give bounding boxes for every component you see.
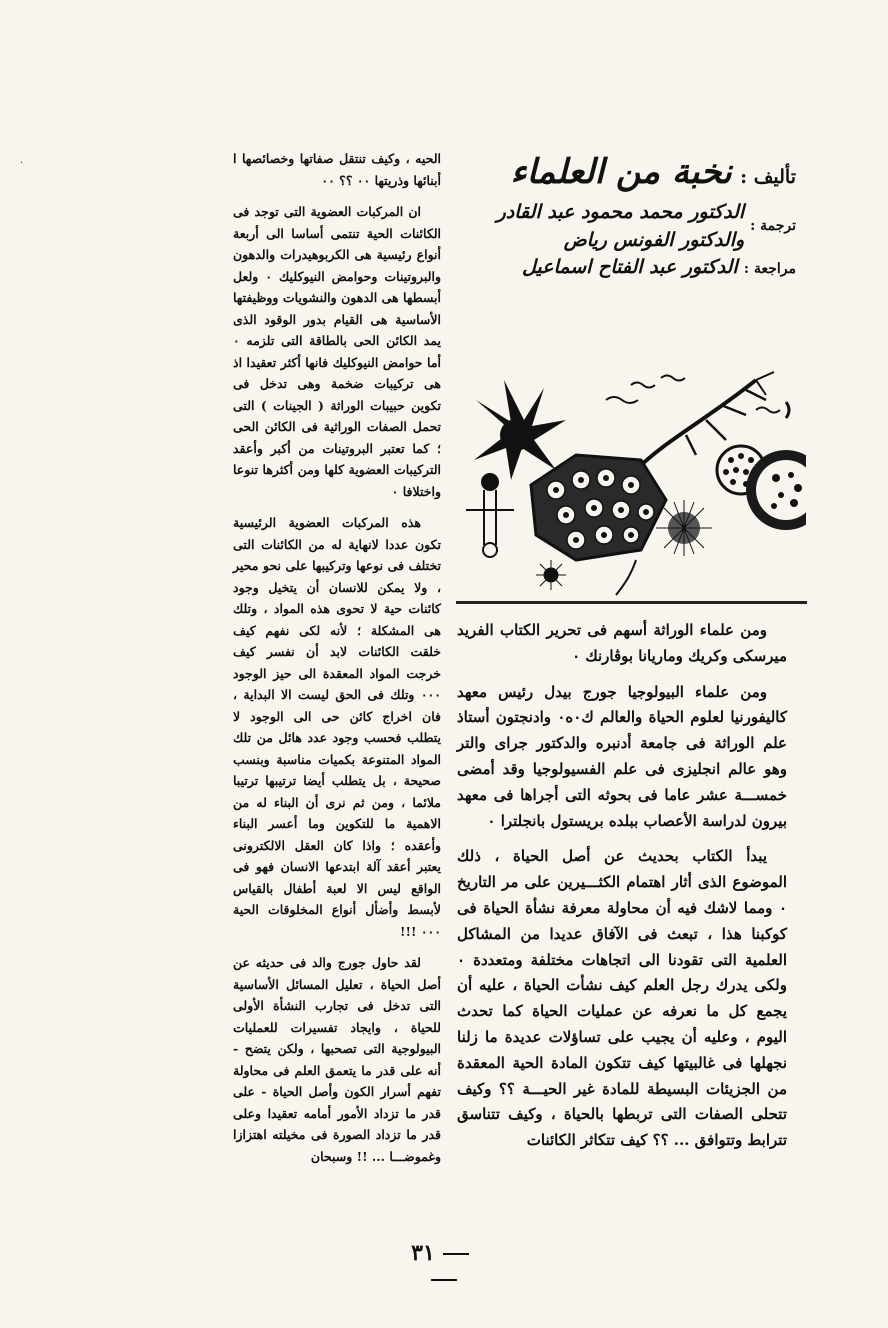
left-paragraph-2: ان المركبات العضوية التى توجد فى الكائنات الحية تنتمى أساسا الى أربعة أنواع رئيسية هى الكربوهيدرات والدهون والبروتينات وحوامض النيوكليك ٠ ولعل أبسطها هى الدهون والنشويات ووظيفتها الأساسية هى القيام بدور الوقود الذى يمد الكائن الحى بالطاقة التى تلزمه ٠ أما حوامض النيوكليك فانها أكثر تعقيدا اذ هى تركيبات ضخمة وهى تدخل فى تكوين حبيبات الوراثة ( الجينات ) التى تحمل الصفات الوراثية فى الكائن الحى ؛ كما تعتبر البروتينات من أكبر وأعقد التركيبات العضوية كلها ومن أكثرها تنوعا واختلافا ٠ bbox=[233, 204, 441, 499]
page-number-dash-left bbox=[431, 1279, 457, 1281]
translator-1: الدكتور محمد محمود عبد القادر bbox=[496, 201, 745, 223]
translator-names bbox=[497, 198, 745, 254]
page-number-value: ٣١ bbox=[411, 1240, 435, 1266]
right-paragraph-1: ومن علماء الوراثة أسهم فى تحرير الكتاب الفريد ميرسكى وكريك وماريانا بوڤارنك ٠ bbox=[457, 621, 787, 665]
reviewer-name: الدكتور عبد الفتاح اسماعيل bbox=[522, 256, 738, 278]
star-cell-icon bbox=[474, 380, 566, 480]
right-text-column bbox=[457, 618, 787, 1164]
spore-icon bbox=[656, 500, 712, 556]
translator-2: والدكتور الفونس رياض bbox=[563, 229, 745, 251]
small-spiky-icon bbox=[536, 560, 566, 590]
review-label: مراجعة : bbox=[743, 261, 796, 277]
translation-credit bbox=[478, 198, 796, 254]
page-number bbox=[394, 1240, 494, 1292]
page-number-dash-right bbox=[443, 1253, 469, 1255]
left-paragraph-3: هذه المركبات العضوية الرئيسية تكون عددا لانهاية له من الكائنات التى تختلف فى نوعها وتركيبها على نحو محير ، ولا يمكن للانسان أن يتخيل وجود كائنات حية لا تحوى هذه المواد ، وتلك هى المشكلة ؛ لأنه لكى نفهم كيف خلقت الكائنات لابد أن نفسر كيف خرجت المواد المعقدة الى حيز الوجود ٠٠٠ وتلك فى الحق ليست الا البداية ، فان اخراج كائن حى الى الوجود لا يتطلب فحسب وجود عدد هائل من تلك المواد المتنوعة بكميات مناسبة وبنسب صحيحة ، بل يتطلب أيضا ترتيبها ترتيبا ملائما ، ومن ثم نرى أن البناء له من الاهمية ما للتكوين وما أعسر البناء وأعقده ؛ واذا كان العقل الالكترونى يعتبر أعقد آلة ابتدعها الانسان فهو فى الواقع ليس الا لعبة أطفال بالقياس لأبسط وأضأل أنواع المخلوقات الحية ٠٠٠ !!! bbox=[233, 515, 441, 939]
margin-dot: · bbox=[20, 158, 24, 169]
left-paragraph-1: الحيه ، وكيف تنتقل صفاتها وخصائصها ا أبنائها وذريتها ٠٠ ؟؟ ٠٠ bbox=[233, 151, 441, 188]
right-paragraph-3: يبدأ الكتاب بحديث عن أصل الحياة ، ذلك الموضوع الذى أثار اهتمام الكثـــيرين على مر التاريخ ٠ ومما لاشك فيه أن محاولة معرفة نشأة الحياة فى كوكبنا هذا ، تبعث فى الآفاق عديدا من المشاكل العلمية التى تقودنا الى اتجاهات مختلفة ومتعددة ٠ ولكى يدرك رجل العلم كيف نشأت الحياة ، عليه أن يجمع كل ما نعرفه عن عمليات الحياة كما تحدث اليوم ، وعليه أن يجيب على تساؤلات عديدة ما زلنا نجهلها فى غالبيتها كيف تتكون المادة الحية المعقدة من الجزيئات البسيطة للمادة غير الحيـــة ؟؟ وكيف تتحلى الصفات التى تربطها بالحياة ، وكيف تتناسق تترابط وتتوافق ... ؟؟ كيف تتكاثر الكائنات bbox=[457, 847, 787, 1150]
translation-label: ترجمة : bbox=[750, 218, 796, 234]
review-credit bbox=[478, 256, 796, 278]
authorship-label: تأليف : bbox=[740, 166, 796, 188]
left-text-column bbox=[233, 148, 441, 1177]
right-paragraph-2: ومن علماء البيولوجيا جورج بيدل رئيس معهد كاليفورنيا لعلوم الحياة والعالم ك٠ه٠ وادنجتون أستاذ علم الوراثة فى جامعة أدنبره والدكتور جراى والتر وهو عالم انجليزى فى علم الفسيولوجيا وقد أمضى خمســـة عشر عاما فى بحوثه التى أجراها فى معهد بيرون لدراسة الأعصاب ببلده بريستول بانجلترا ٠ bbox=[457, 682, 787, 830]
authorship-value: نخبة من العلماء bbox=[510, 152, 732, 192]
section-divider bbox=[456, 601, 807, 604]
microorganisms-illustration bbox=[456, 360, 806, 600]
cell-cluster-icon bbox=[531, 455, 666, 560]
authorship-credit bbox=[480, 152, 796, 192]
left-paragraph-4: لقد حاول جورج والد فى حديثه عن أصل الحياة ، تعليل المسائل الأساسية التى تدخل فى تجارب النشأة الأولى للحياة ، وايجاد تفسيرات للعمليات البيولوجية التى تصحبها ، ولكن يتضح - أنه على قدر ما يتعمق العلم فى محاولة تفهم أسرار الكون وأصل الحياة - على قدر ما تزداد الأمور أمامه تعقيدا وعلى قدر ما تزداد الصورة فى مخيلته اهتزازا وغموضـــا ... !! وسبحان bbox=[233, 955, 441, 1164]
spiky-cell-icon bbox=[746, 450, 806, 530]
